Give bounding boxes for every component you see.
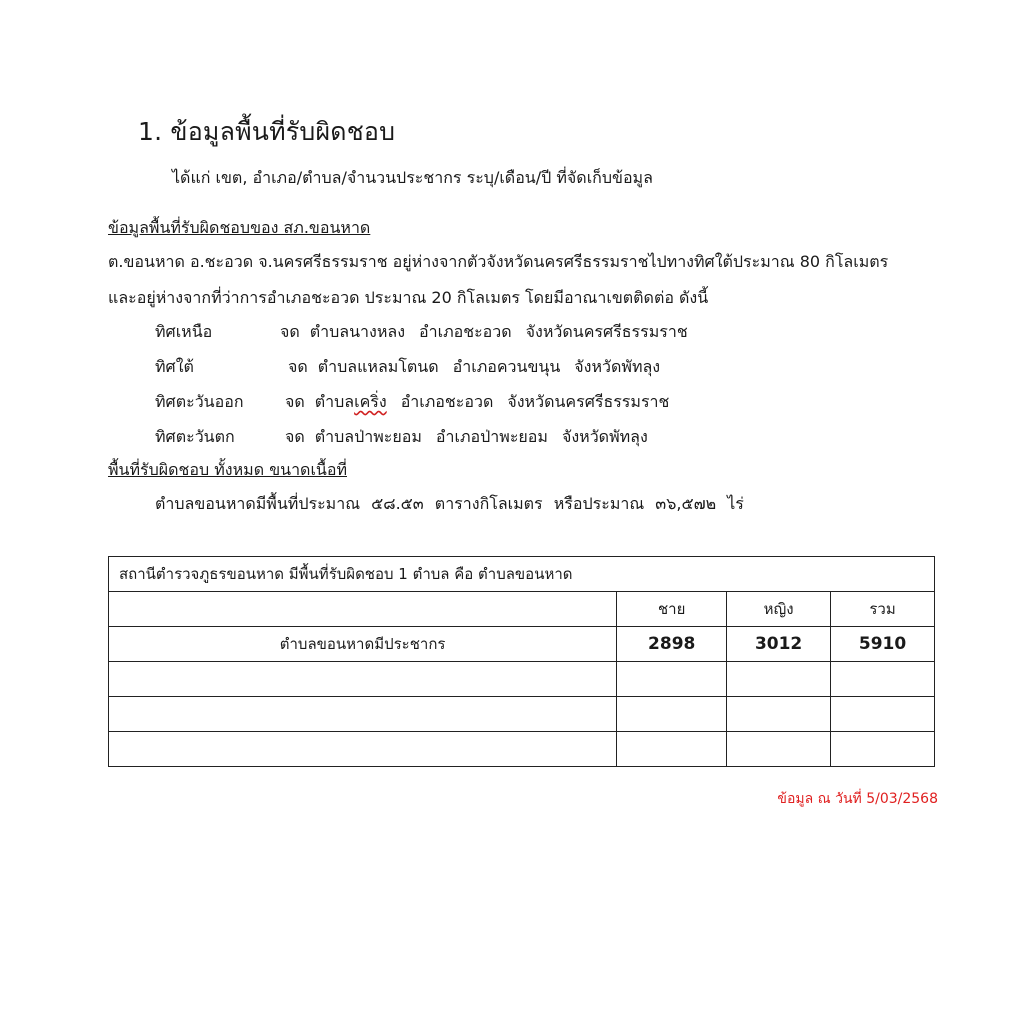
- population-table: [108, 556, 935, 767]
- section-title: ข้อมูลพื้นที่รับผิดชอบของ สภ.ขอนหาด: [108, 218, 371, 237]
- border-province: จังหวัดพัทลุง: [574, 357, 661, 376]
- header-female: หญิง: [727, 592, 831, 627]
- table-header-row: [109, 592, 935, 627]
- page-heading: 1. ข้อมูลพื้นที่รับผิดชอบ: [138, 117, 396, 146]
- header-male: ชาย: [617, 592, 727, 627]
- table-caption-row: [109, 557, 935, 592]
- table-caption: สถานีตำรวจภูธรขอนหาด มีพื้นที่รับผิดชอบ 1 ตำบล คือ ตำบลขอนหาด: [109, 557, 935, 592]
- border-direction: ทิศเหนือ: [155, 322, 213, 341]
- border-subdistrict-name: เคริ่ง: [354, 392, 387, 411]
- border-adjoins: จด: [280, 322, 300, 341]
- border-subdistrict: ตำบลนางหลง: [309, 322, 405, 341]
- border-province: จังหวัดพัทลุง: [561, 427, 648, 446]
- male-count: 2898: [617, 627, 727, 662]
- border-north: [155, 320, 688, 345]
- border-south: [155, 355, 660, 380]
- border-district: อำเภอชะอวด: [400, 392, 494, 411]
- table-row-empty: [109, 662, 935, 697]
- location-paragraph-line-2: และอยู่ห่างจากที่ว่าการอำเภอชะอวด ประมาณ 20 กิโลเมตร โดยมีอาณาเขตติดต่อ ดังนี้: [108, 288, 709, 307]
- border-east: [155, 390, 669, 415]
- heading-description: ได้แก่ เขต, อำเภอ/ตำบล/จำนวนประชากร ระบุ/เดือน/ปี ที่จัดเก็บข้อมูล: [172, 168, 653, 187]
- row-label: ตำบลขอนหาดมีประชากร: [109, 627, 617, 662]
- location-paragraph-line-1: ต.ขอนหาด อ.ชะอวด จ.นครศรีธรรมราช อยู่ห่างจากตัวจังหวัดนครศรีธรรมราชไปทางทิศใต้ประมาณ 80 กิโลเมตร: [108, 252, 889, 271]
- table-row: [109, 627, 935, 662]
- data-date-note: ข้อมูล ณ วันที่ 5/03/2568: [777, 791, 938, 807]
- border-adjoins: จด: [285, 427, 305, 446]
- border-direction: ทิศตะวันตก: [155, 427, 235, 446]
- border-subdistrict-prefix: ตำบล: [314, 392, 355, 411]
- border-direction: ทิศใต้: [155, 357, 194, 376]
- area-description: ตำบลขอนหาดมีพื้นที่ประมาณ ๕๘.๕๓ ตารางกิโลเมตร หรือประมาณ ๓๖,๕๗๒ ไร่: [155, 494, 744, 513]
- border-adjoins: จด: [288, 357, 308, 376]
- border-adjoins: จด: [285, 392, 305, 411]
- table-row-empty: [109, 697, 935, 732]
- border-district: อำเภอชะอวด: [419, 322, 512, 341]
- female-count: 3012: [727, 627, 831, 662]
- total-count: 5910: [831, 627, 935, 662]
- border-subdistrict: ตำบลป่าพะยอม: [314, 427, 422, 446]
- border-district: อำเภอป่าพะยอม: [435, 427, 548, 446]
- header-empty-cell: [109, 592, 617, 627]
- border-province: จังหวัดนครศรีธรรมราช: [525, 322, 688, 341]
- border-province: จังหวัดนครศรีธรรมราช: [507, 392, 670, 411]
- area-title: พื้นที่รับผิดชอบ ทั้งหมด ขนาดเนื้อที่: [108, 460, 347, 479]
- header-total: รวม: [831, 592, 935, 627]
- border-district: อำเภอควนขนุน: [452, 357, 561, 376]
- border-subdistrict: ตำบลแหลมโตนด: [317, 357, 439, 376]
- border-west: [155, 425, 648, 450]
- border-subdistrict: [315, 390, 387, 415]
- border-direction: ทิศตะวันออก: [155, 392, 244, 411]
- table-row-empty: [109, 732, 935, 767]
